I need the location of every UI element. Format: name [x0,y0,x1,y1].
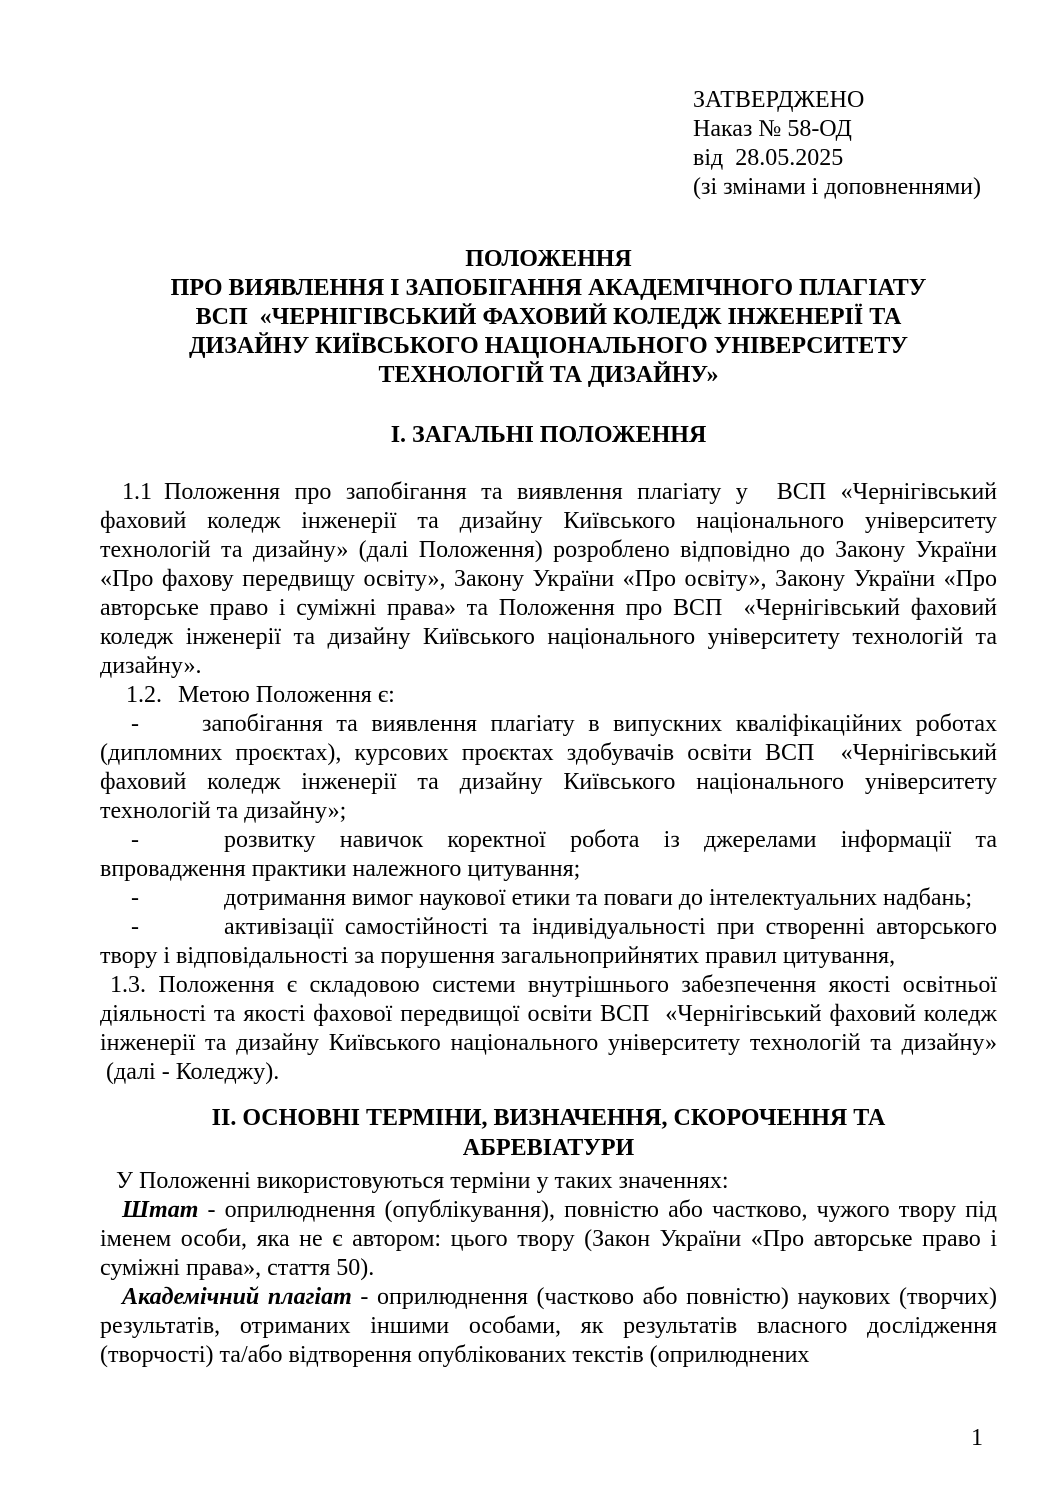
paragraph-text: Положення про запобігання та виявлення плагіату у ВСП «Чернігівський фаховий коледж інженерії та дизайну Київського національного університету технологій та дизайну» (далі Положення) розроблено відповідно до Закону України «Про фахову передвищу освіту», Закону України «Про освіту», Закону України «Про авторське право і суміжні права» та Положення про ВСП «Чернігівський фаховий коледж інженерії та дизайну Київського національного університету технологій та дизайну». [100,479,997,679]
paragraph-1-2 [100,681,997,710]
section-heading-general: І. ЗАГАЛЬНІ ПОЛОЖЕННЯ [390,422,707,448]
document-title-line: ПРО ВИЯВЛЕННЯ І ЗАПОБІГАННЯ АКАДЕМІЧНОГО ПЛАГІАТУ [170,275,927,301]
section-heading-terms-line: ІІ. ОСНОВНІ ТЕРМІНИ, ВИЗНАЧЕННЯ, СКОРОЧЕННЯ ТА [211,1105,886,1131]
paragraph-number: 1.1 [122,479,152,505]
bullet-text: дотримання вимог наукової етики та поваги до інтелектуальних надбань; [224,885,972,911]
approval-date: від 28.05.2025 [693,145,844,171]
term-definition [100,1283,997,1370]
bullet-dash: - [131,711,139,737]
bullet-item [100,913,997,971]
term-definition-text: - оприлюднення (опублікування), повністю або частково, чужого твору під іменем особи, яка не є автором: цього твору (Закон України «Про авторське право і суміжні права», стаття 50). [100,1197,997,1281]
term-definition [100,1196,997,1283]
term-name: Штат [122,1197,199,1223]
approval-order-number: Наказ № 58-ОД [693,116,852,142]
document-title-line: ПОЛОЖЕННЯ [465,246,632,272]
bullet-item [100,826,997,884]
document-title-line: ВСП «ЧЕРНІГІВСЬКИЙ ФАХОВИЙ КОЛЕДЖ ІНЖЕНЕРІЇ ТА [195,304,902,330]
paragraph-1-3: 1.3. Положення є складовою системи внутрішнього забезпечення якості освітньої діяльності та якості фахової передвищої освіти ВСП «Чернігівський фаховий коледж інженерії та дизайну Київського національного університету технологій та дизайну» (далі - Коледжу). [100,972,997,1085]
bullet-dash: - [131,827,139,853]
document-title-line: ТЕХНОЛОГІЙ ТА ДИЗАЙНУ» [378,362,719,388]
terms-intro: У Положенні використовуються терміни у таких значеннях: [116,1168,729,1194]
term-definition-text: - оприлюднення (частково або повністю) наукових (творчих) результатів, отриманих іншими особами, як результатів власного дослідження (творчості) та/або відтворення опублікованих текстів (оприлюднених [100,1284,997,1368]
paragraph-text: Метою Положення є: [178,682,395,708]
bullet-dash: - [131,885,139,911]
document-title [100,245,997,390]
approval-line: ЗАТВЕРДЖЕНО [693,87,865,113]
approval-amendments-note: (зі змінами і доповненнями) [693,174,981,200]
bullet-dash: - [131,914,139,940]
bullet-text: розвитку навичок коректної робота із джерелами інформації та впровадження практики належного цитування; [100,827,997,882]
paragraph-number: 1.2. [126,682,162,708]
paragraph-1-1 [100,478,997,681]
term-name: Академічний плагіат [122,1284,352,1310]
bullet-text: запобігання та виявлення плагіату в випускних кваліфікаційних роботах (дипломних проєктах), курсових проєктах здобувачів освіти ВСП «Чернігівський фаховий коледж інженерії та дизайну Київського національного університету технологій та дизайну»; [100,711,997,824]
bullet-item [100,710,997,826]
approval-block [693,86,997,202]
section-heading-terms [100,1103,997,1163]
section-heading-terms-line: АБРЕВІАТУРИ [462,1135,635,1161]
bullet-text: активізації самостійності та індивідуальності при створенні авторського твору і відповідальності за порушення загальноприйнятих правил цитування, [100,914,997,969]
page-number: 1 [971,1425,983,1451]
bullet-item [100,884,997,913]
document-title-line: ДИЗАЙНУ КИЇВСЬКОГО НАЦІОНАЛЬНОГО УНІВЕРСИТЕТУ [189,333,908,359]
